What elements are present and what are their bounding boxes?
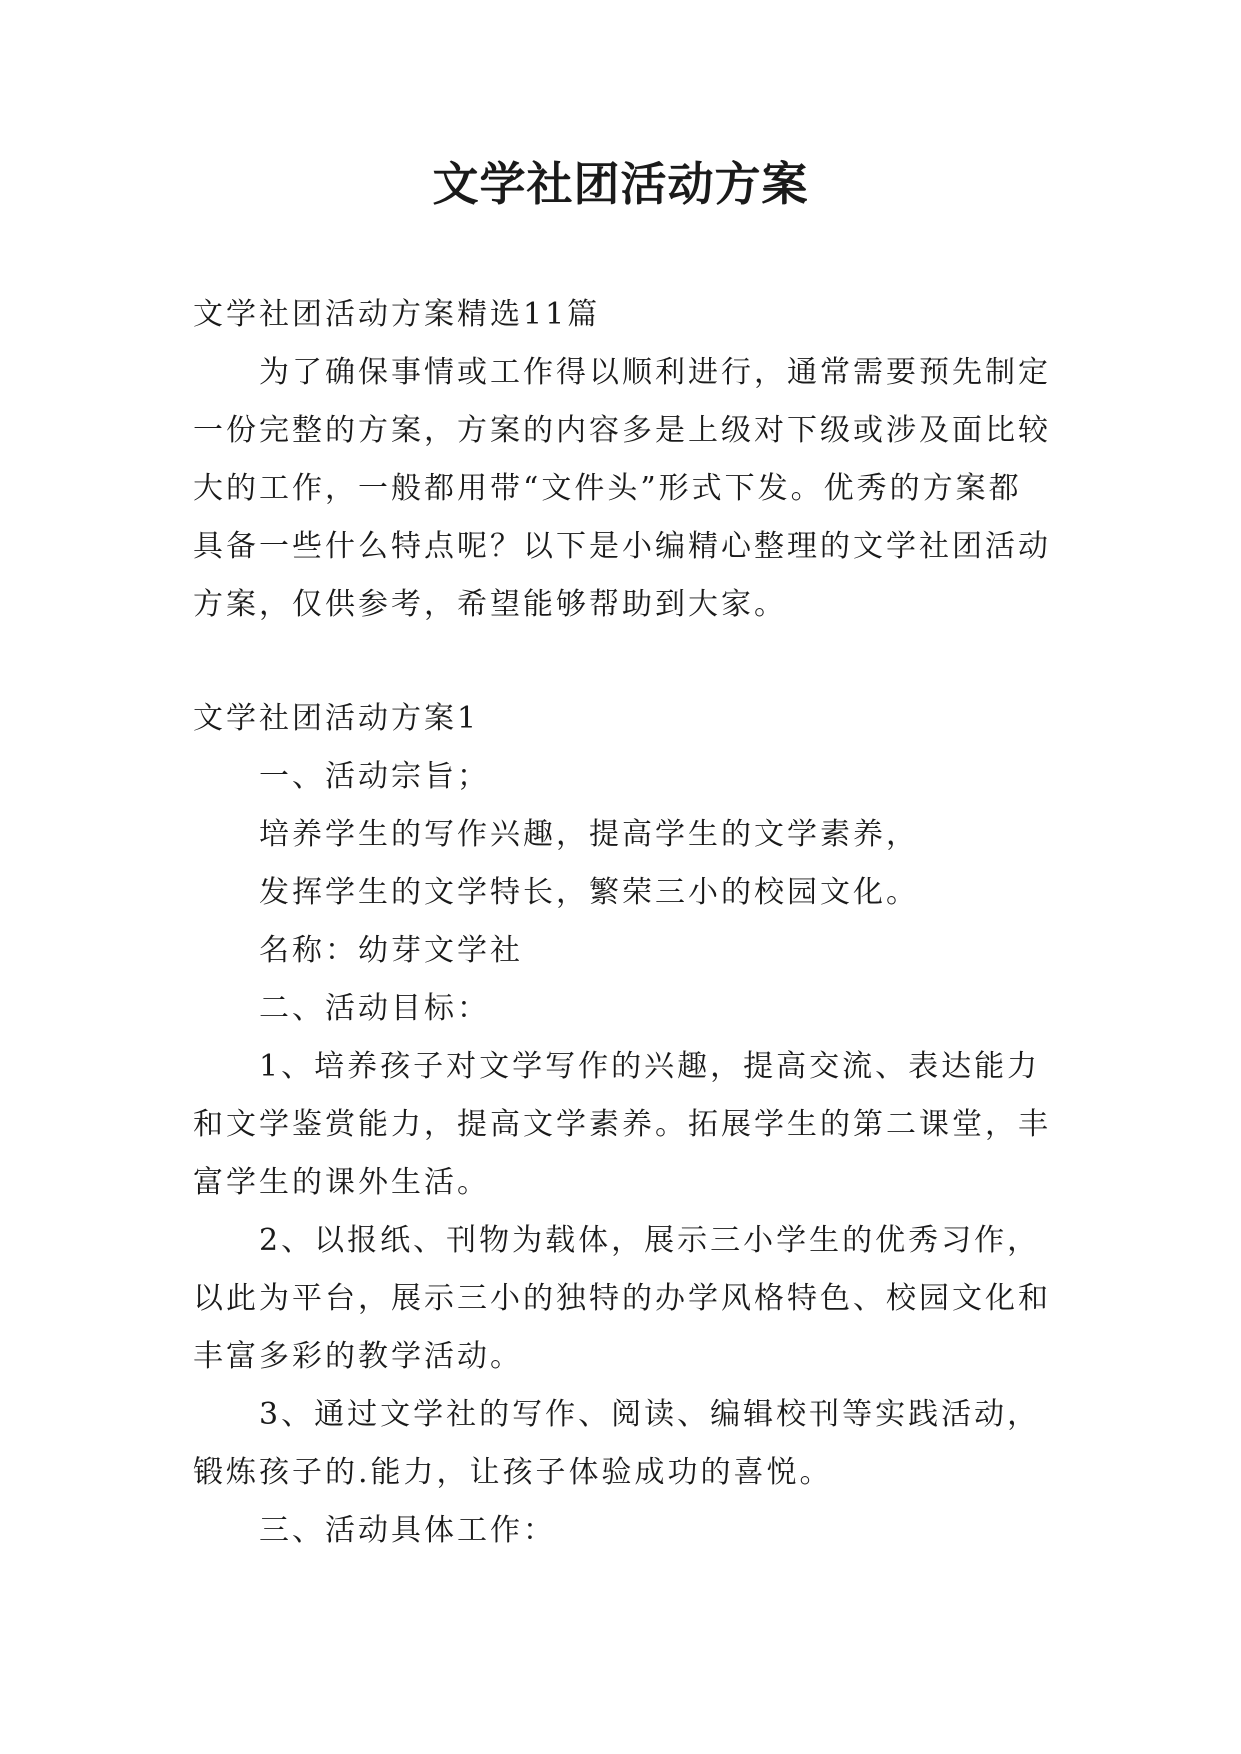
goals-heading: 二、活动目标： xyxy=(259,991,490,1026)
document-title: 文学社团活动方案 xyxy=(432,157,809,211)
section-heading: 文学社团活动方案1 xyxy=(193,701,480,736)
name-line: 名称：幼芽文学社 xyxy=(259,933,523,968)
goal-1: 1、培养孩子对文学写作的兴趣，提高交流、表达能力和文学鉴赏能力，提高文学素养。拓展学生的第二课堂，丰富学生的课外生活。 xyxy=(193,1049,1051,1200)
section-spacer xyxy=(193,634,1053,690)
purpose-heading: 一、活动宗旨； xyxy=(259,759,490,794)
goal-3: 3、通过文学社的写作、阅读、编辑校刊等实践活动，锻炼孩子的.能力，让孩子体验成功的喜悦。 xyxy=(193,1397,1041,1490)
purpose-line-1: 培养学生的写作兴趣，提高学生的文学素养， xyxy=(259,817,919,852)
work-heading: 三、活动具体工作： xyxy=(259,1513,556,1548)
goal-2: 2、以报纸、刊物为载体，展示三小学生的优秀习作，以此为平台，展示三小的独特的办学风格特色、校园文化和丰富多彩的教学活动。 xyxy=(193,1223,1051,1374)
document-subtitle: 文学社团活动方案精选11篇 xyxy=(193,297,601,332)
purpose-line-2: 发挥学生的文学特长，繁荣三小的校园文化。 xyxy=(259,875,919,910)
intro-paragraph: 为了确保事情或工作得以顺利进行，通常需要预先制定一份完整的方案，方案的内容多是上级对下级或涉及面比较大的工作，一般都用带“文件头”形式下发。优秀的方案都具备一些什么特点呢？以下是小编精心整理的文学社团活动方案，仅供参考，希望能够帮助到大家。 xyxy=(193,355,1051,622)
document-body xyxy=(193,286,1053,1560)
